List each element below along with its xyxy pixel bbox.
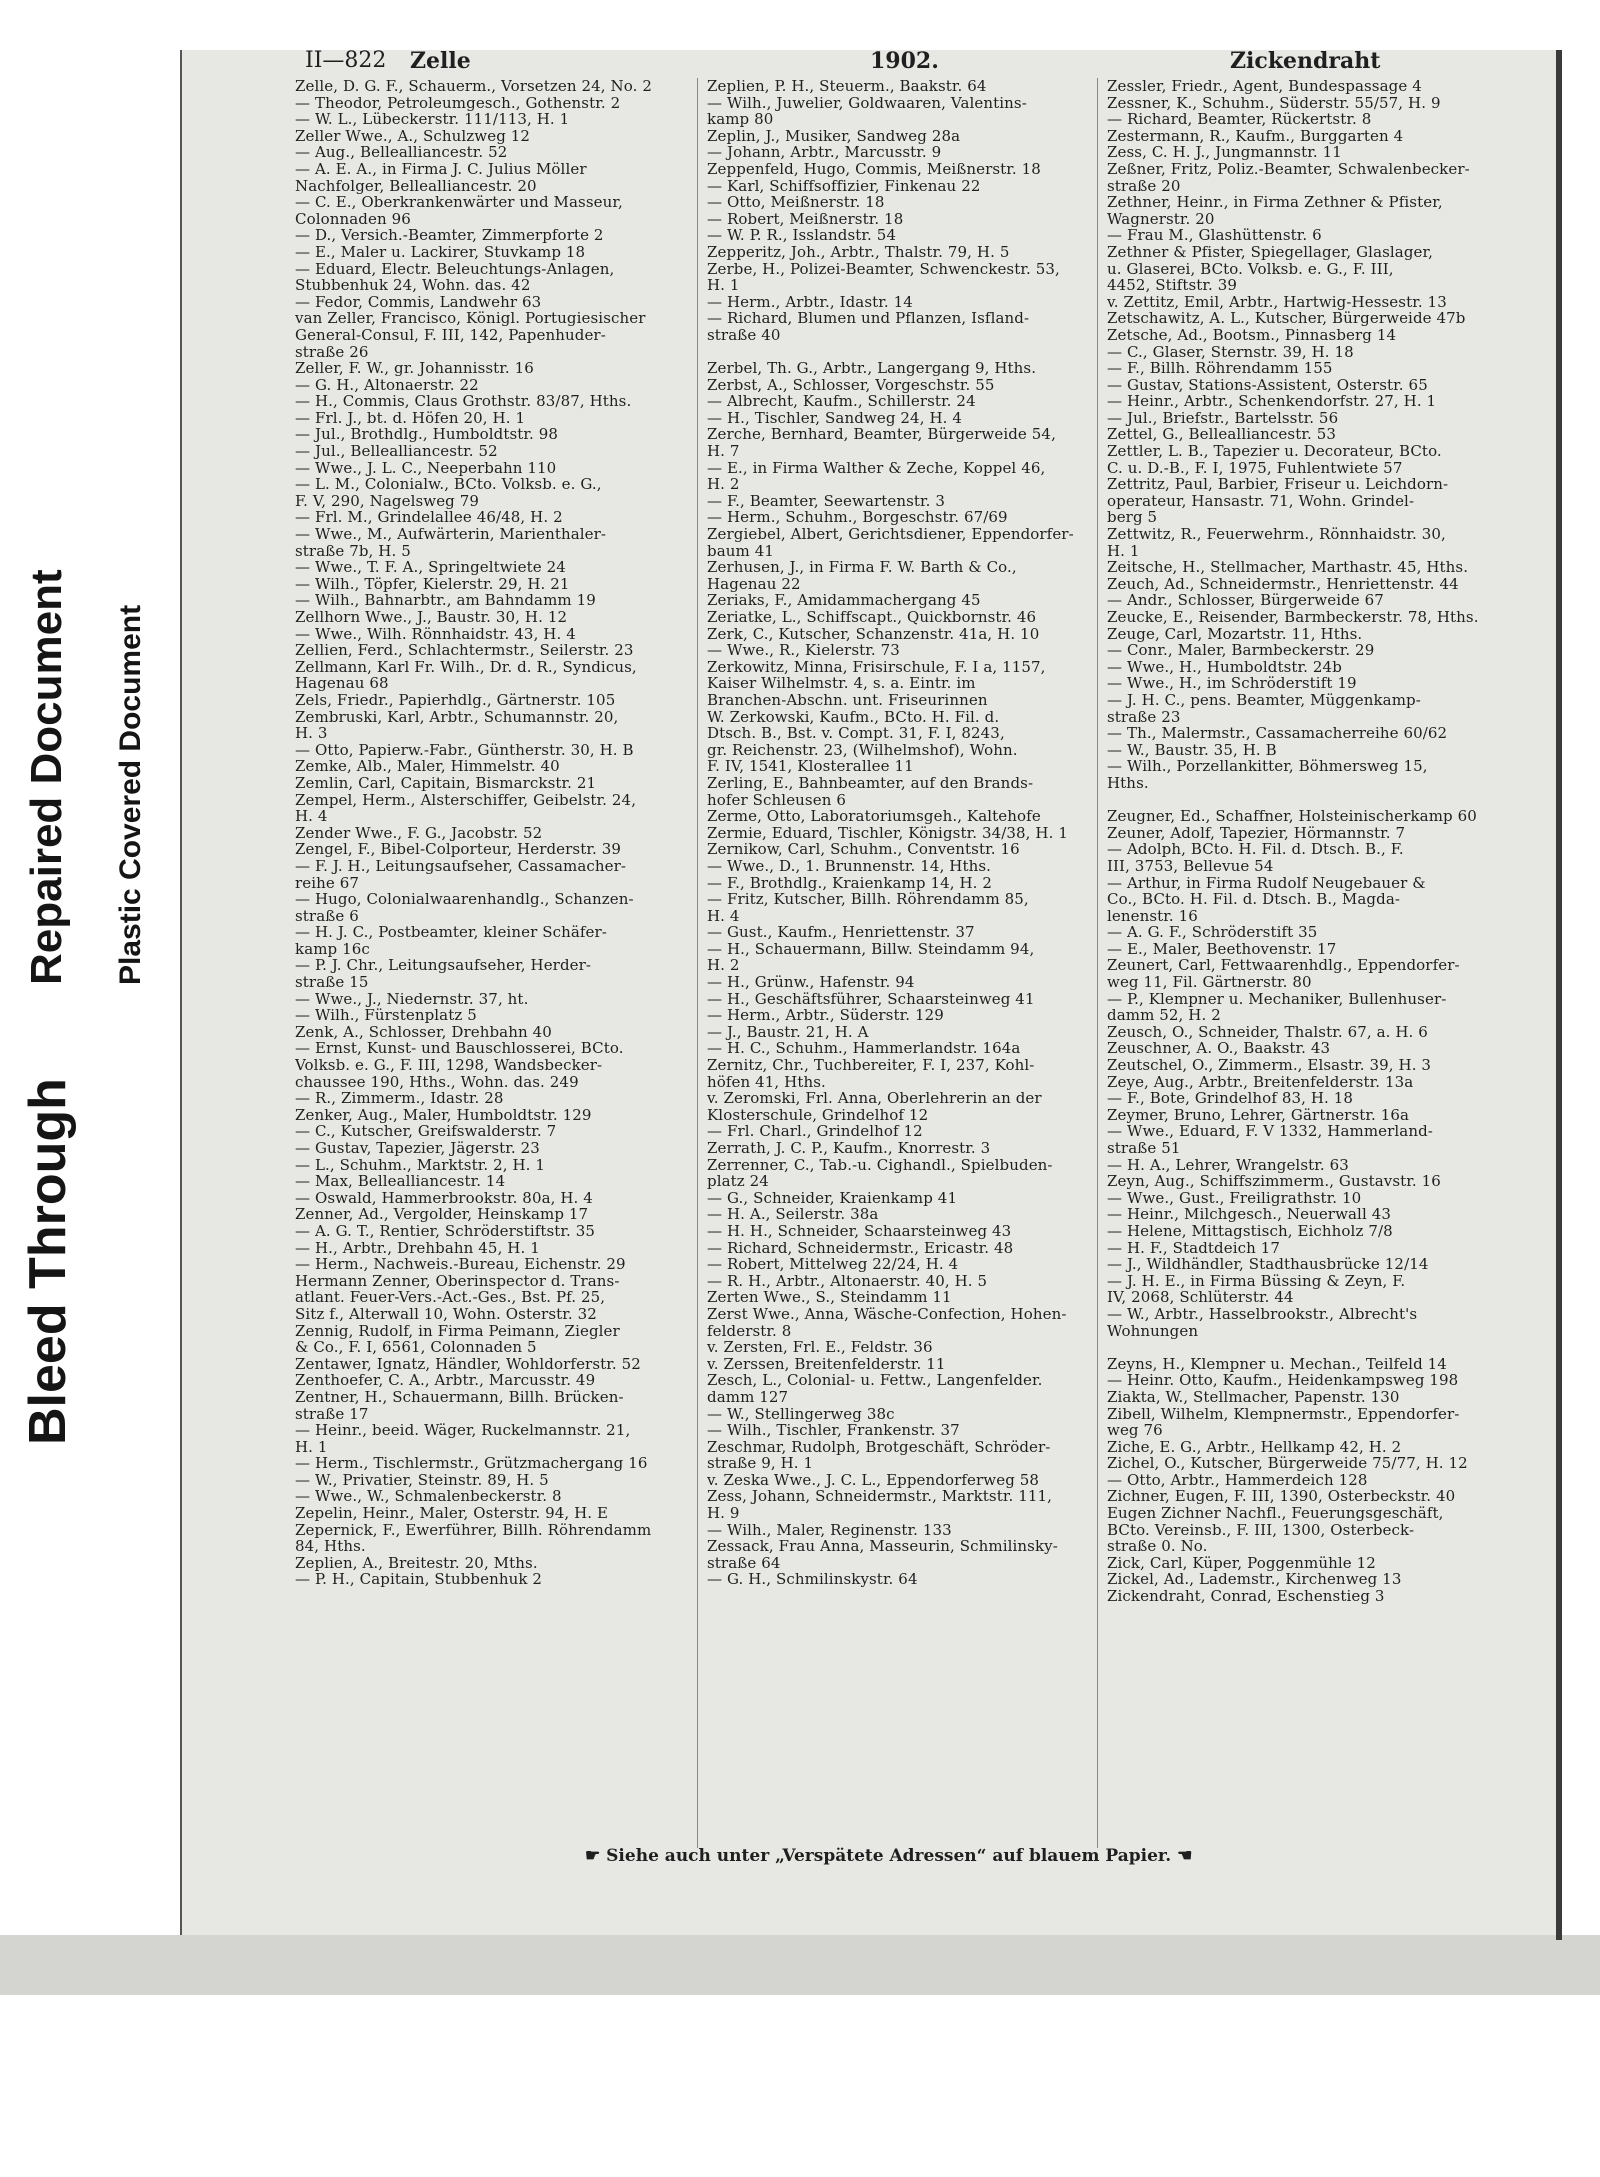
plastic-covered-label: Plastic Covered Document: [114, 604, 147, 985]
directory-entry-line: — Frl. J., bt. d. Höfen 20, H. 1: [295, 408, 526, 427]
directory-entry-line: — Aug., Bellealliancestr. 52: [295, 143, 508, 162]
directory-entry-line: Zeller, F. W., gr. Johannisstr. 16: [295, 359, 534, 378]
directory-entry-line: Hagenau 22: [707, 574, 801, 593]
directory-entry-line: Zerbe, H., Polizei-Beamter, Schwenckestr. 53,: [707, 259, 1060, 278]
directory-entry-line: Zender Wwe., F. G., Jacobstr. 52: [295, 823, 543, 842]
directory-entry-line: Zeucke, E., Reisender, Barmbeckerstr. 78, Hths.: [1107, 608, 1479, 626]
directory-entry-line: 84, Hths.: [295, 1537, 366, 1556]
directory-entry-line: — Otto, Arbtr., Hammerdeich 128: [1107, 1470, 1368, 1489]
directory-entry-line: — Wwe., H., im Schröderstift 19: [1107, 674, 1357, 693]
directory-entry-line: Zepelin, Heinr., Maler, Osterstr. 94, H. E: [295, 1504, 609, 1523]
directory-entry-line: — Otto, Papierw.-Fabr., Güntherstr. 30, H. B: [295, 740, 634, 759]
directory-entry-line: v. Zersten, Frl. E., Feldstr. 36: [707, 1338, 933, 1357]
directory-entry-line: Zeschmar, Rudolph, Brotgeschäft, Schröder-: [707, 1437, 1051, 1456]
directory-entry-line: Zenner, Ad., Vergolder, Heinskamp 17: [295, 1205, 589, 1224]
directory-entry-line: chaussee 190, Hths., Wohn. das. 249: [295, 1072, 579, 1091]
directory-entry-line: — Jul., Bellealliancestr. 52: [295, 442, 498, 461]
directory-entry-line: Zettler, L. B., Tapezier u. Decorateur, BCto.: [1107, 442, 1442, 461]
directory-entry-line: — F., Bote, Grindelhof 83, H. 18: [1107, 1089, 1354, 1108]
directory-entry-line: Zetschawitz, A. L., Kutscher, Bürgerweide 47b: [1107, 309, 1466, 328]
directory-entry-line: H. 1: [707, 276, 740, 295]
directory-entry-line: Zesch, L., Colonial- u. Fettw., Langenfelder.: [707, 1371, 1043, 1390]
directory-entry-line: Zermie, Eduard, Tischler, Königstr. 34/38, H. 1: [707, 823, 1068, 842]
directory-entry-line: Zellien, Ferd., Schlachtermstr., Seilerstr. 23: [295, 641, 634, 660]
directory-entry-line: Volksb. e. G., F. III, 1298, Wandsbecker-: [295, 1056, 603, 1075]
directory-entry-line: straße 20: [1107, 176, 1181, 195]
directory-entry-line: — Wilh., Fürstenplatz 5: [295, 1006, 477, 1025]
directory-entry-line: — Eduard, Electr. Beleuchtungs-Anlagen,: [295, 259, 615, 278]
directory-entry-line: — Wwe., J. L. C., Neeperbahn 110: [295, 458, 557, 477]
directory-entry-line: straße 26: [295, 342, 369, 361]
directory-entry-line: Ziche, E. G., Arbtr., Hellkamp 42, H. 2: [1107, 1437, 1402, 1456]
directory-entry-line: — Hugo, Colonialwaarenhandlg., Schanzen-: [295, 890, 634, 909]
directory-entry-line: v. Zeska Wwe., J. C. L., Eppendorferweg 58: [707, 1470, 1040, 1489]
directory-entry-line: — Gustav, Stations-Assistent, Osterstr. 65: [1107, 375, 1428, 394]
directory-entry-line: straße 23: [1107, 707, 1181, 726]
directory-entry-line: Zeuch, Ad., Schneidermstr., Henriettenstr. 44: [1107, 574, 1459, 593]
directory-entry-line: — H., Schauermann, Billw. Steindamm 94,: [707, 939, 1035, 958]
directory-entry-line: atlant. Feuer-Vers.-Act.-Ges., Bst. Pf. 25,: [295, 1288, 606, 1307]
directory-entry-line: — Gust., Kaufm., Henriettenstr. 37: [707, 923, 975, 942]
directory-entry-line: & Co., F. I, 6561, Colonnaden 5: [295, 1338, 537, 1357]
directory-entry-line: Zeuge, Carl, Mozartstr. 11, Hths.: [1107, 624, 1363, 643]
directory-entry-line: 4452, Stiftstr. 39: [1107, 276, 1238, 295]
directory-entry-line: — Frau M., Glashüttenstr. 6: [1107, 226, 1322, 245]
directory-entry-line: — Albrecht, Kaufm., Schillerstr. 24: [707, 392, 976, 411]
directory-entry-line: platz 24: [707, 1172, 769, 1191]
directory-entry-line: H. 1: [1107, 541, 1140, 560]
directory-entry-line: Stubbenhuk 24, Wohn. das. 42: [295, 276, 531, 295]
directory-entry-line: — Jul., Brothdlg., Humboldtstr. 98: [295, 425, 559, 444]
directory-entry-line: Zibell, Wilhelm, Klempnermstr., Eppendorfer-: [1107, 1404, 1460, 1423]
directory-entry-line: H. 2: [707, 956, 740, 975]
bleed-through-label: Bleed Through: [19, 1078, 77, 1445]
directory-entry-line: Zickel, Ad., Lademstr., Kirchenweg 13: [1107, 1570, 1402, 1589]
directory-entry-line: — Herm., Tischlermstr., Grützmachergang 16: [295, 1454, 648, 1473]
directory-entry-line: Hermann Zenner, Oberinspector d. Trans-: [295, 1271, 620, 1290]
directory-entry-line: [1107, 1339, 1507, 1356]
directory-entry-line: — Conr., Maler, Barmbeckerstr. 29: [1107, 641, 1375, 660]
directory-entry-line: felderstr. 8: [707, 1321, 792, 1340]
column-rule: [697, 78, 698, 1848]
directory-entry-line: Zerbel, Th. G., Arbtr., Langergang 9, Hths.: [707, 359, 1037, 378]
directory-entry-line: Klosterschule, Grindelhof 12: [707, 1105, 929, 1124]
directory-entry-line: baum 41: [707, 541, 774, 560]
directory-entry-line: Zickendraht, Conrad, Eschenstieg 3: [1107, 1587, 1385, 1605]
directory-entry-line: v. Zettitz, Emil, Arbtr., Hartwig-Hessestr. 13: [1107, 292, 1447, 311]
column-right: [1107, 78, 1507, 1605]
directory-entry-line: Zerrenner, C., Tab.-u. Cighandl., Spielbuden-: [707, 1155, 1053, 1174]
side-margin: [0, 50, 180, 1980]
column-left: [295, 78, 690, 1588]
directory-entry-line: W. Zerkowski, Kaufm., BCto. H. Fil. d.: [707, 707, 1000, 726]
directory-entry-line: Zetsche, Ad., Bootsm., Pinnasberg 14: [1107, 325, 1397, 344]
directory-entry-line: Zettel, G., Bellealliancestr. 53: [1107, 425, 1336, 444]
directory-entry-line: Zenker, Aug., Maler, Humboldtstr. 129: [295, 1105, 592, 1124]
directory-entry-line: H. 7: [707, 442, 740, 461]
directory-entry-line: — W., Stellingerweg 38c: [707, 1404, 895, 1423]
directory-entry-line: Eugen Zichner Nachfl., Feuerungsgeschäft,: [1107, 1504, 1444, 1523]
directory-entry-line: — W., Privatier, Steinstr. 89, H. 5: [295, 1470, 549, 1489]
directory-entry-line: Hths.: [1107, 773, 1149, 792]
page-number: II—822: [305, 48, 387, 73]
directory-entry-line: Zichner, Eugen, F. III, 1390, Osterbeckstr. 40: [1107, 1487, 1456, 1506]
directory-entry-line: Zeitsche, H., Stellmacher, Marthastr. 45, Hths.: [1107, 558, 1469, 577]
directory-entry-line: straße 17: [295, 1404, 369, 1423]
directory-entry-line: — W., Baustr. 35, H. B: [1107, 740, 1277, 759]
directory-entry-line: Branchen-Abschn. unt. Friseurinnen: [707, 690, 988, 709]
directory-entry-line: — Theodor, Petroleumgesch., Gothenstr. 2: [295, 93, 621, 112]
directory-entry-line: kamp 80: [707, 110, 774, 129]
directory-entry-line: Zentawer, Ignatz, Händler, Wohldorferstr. 52: [295, 1354, 641, 1373]
directory-entry-line: Zeuschner, A. O., Baakstr. 43: [1107, 1039, 1331, 1058]
directory-entry-line: — J., Wildhändler, Stadthausbrücke 12/14: [1107, 1255, 1429, 1274]
directory-entry-line: Zeugner, Ed., Schaffner, Holsteinischerkamp 60: [1107, 807, 1477, 826]
directory-entry-line: — H. C., Schuhm., Hammerlandstr. 164a: [707, 1039, 1021, 1058]
directory-entry-line: Zeutschel, O., Zimmerm., Elsastr. 39, H. 3: [1107, 1056, 1432, 1075]
directory-entry-line: Zerk, C., Kutscher, Schanzenstr. 41a, H. 10: [707, 624, 1040, 643]
directory-entry-line: u. Glaserei, BCto. Volksb. e. G., F. III,: [1107, 259, 1394, 278]
directory-entry-line: Zengel, F., Bibel-Colporteur, Herderstr. 39: [295, 840, 621, 859]
directory-entry-line: — Fedor, Commis, Landwehr 63: [295, 292, 542, 311]
directory-entry-line: — A. E. A., in Firma J. C. Julius Möller: [295, 159, 587, 178]
directory-entry-line: — H. H., Schneider, Schaarsteinweg 43: [707, 1221, 1012, 1240]
directory-entry-line: — Otto, Meißnerstr. 18: [707, 193, 885, 212]
directory-entry-line: — C., Glaser, Sternstr. 39, H. 18: [1107, 342, 1354, 361]
directory-entry-line: — F. J. H., Leitungsaufseher, Cassamacher-: [295, 856, 627, 875]
directory-entry-line: Zeller Wwe., A., Schulzweg 12: [295, 126, 531, 145]
directory-entry-line: — Wilh., Bahnarbtr., am Bahndamm 19: [295, 591, 596, 610]
directory-entry-line: — Adolph, BCto. H. Fil. d. Dtsch. B., F.: [1107, 840, 1404, 859]
directory-entry-line: — J. H. E., in Firma Büssing & Zeyn, F.: [1107, 1271, 1406, 1290]
directory-entry-line: damm 127: [707, 1387, 789, 1406]
directory-entry-line: C. u. D.-B., F. I, 1975, Fuhlentwiete 57: [1107, 458, 1403, 477]
directory-entry-line: Zeye, Aug., Arbtr., Breitenfelderstr. 13a: [1107, 1072, 1414, 1091]
directory-entry-line: — Wilh., Juwelier, Goldwaaren, Valentins-: [707, 93, 1027, 112]
directory-entry-line: Zemke, Alb., Maler, Himmelstr. 40: [295, 757, 560, 776]
directory-entry-line: hofer Schleusen 6: [707, 790, 846, 809]
directory-entry-line: — H., Arbtr., Drehbahn 45, H. 1: [295, 1238, 540, 1257]
directory-entry-line: Zerrath, J. C. P., Kaufm., Knorrestr. 3: [707, 1139, 991, 1157]
directory-entry-line: — Ernst, Kunst- und Bauschlosserei, BCto.: [295, 1039, 624, 1058]
directory-entry-line: Zeppenfeld, Hugo, Commis, Meißnerstr. 18: [707, 159, 1041, 178]
directory-entry-line: weg 11, Fil. Gärtnerstr. 80: [1107, 973, 1312, 992]
directory-entry-line: straße 40: [707, 325, 781, 344]
directory-entry-line: Zethner & Pfister, Spiegellager, Glaslager,: [1107, 242, 1434, 261]
directory-entry-line: Colonnaden 96: [295, 209, 411, 228]
directory-entry-line: Zerst Wwe., Anna, Wäsche-Confection, Hohen-: [707, 1304, 1067, 1323]
directory-entry-line: — Arthur, in Firma Rudolf Neugebauer &: [1107, 873, 1426, 892]
directory-entry-line: Zelle, D. G. F., Schauerm., Vorsetzen 24, No. 2: [295, 78, 652, 95]
directory-entry-line: — Gustav, Tapezier, Jägerstr. 23: [295, 1139, 540, 1157]
directory-entry-line: Zergiebel, Albert, Gerichtsdiener, Eppendorfer-: [707, 525, 1074, 544]
directory-entry-line: lenenstr. 16: [1107, 906, 1198, 925]
directory-entry-line: Zess, C. H. J., Jungmannstr. 11: [1107, 143, 1342, 162]
directory-entry-line: Zeplien, A., Breitestr. 20, Mths.: [295, 1553, 538, 1572]
column-rule: [1097, 78, 1098, 1848]
directory-entry-line: — Heinr., Arbtr., Schenkendorfstr. 27, H. 1: [1107, 392, 1437, 411]
directory-entry-line: straße 51: [1107, 1139, 1181, 1157]
directory-entry-line: — H., Geschäftsführer, Schaarsteinweg 41: [707, 989, 1035, 1008]
directory-entry-line: Zeyns, H., Klempner u. Mechan., Teilfeld 14: [1107, 1354, 1447, 1373]
directory-entry-line: — W. P. R., Isslandstr. 54: [707, 226, 897, 245]
directory-entry-line: Zettwitz, R., Feuerwehrm., Rönnhaidstr. 30,: [1107, 525, 1446, 544]
directory-entry-line: [707, 344, 1092, 361]
directory-entry-line: — Wwe., T. F. A., Springeltwiete 24: [295, 558, 566, 577]
directory-entry-line: Zellmann, Karl Fr. Wilh., Dr. d. R., Syndicus,: [295, 657, 637, 676]
directory-entry-line: Zepperitz, Joh., Arbtr., Thalstr. 79, H. 5: [707, 242, 1010, 261]
directory-entry-line: — Heinr., beeid. Wäger, Ruckelmannstr. 21,: [295, 1421, 631, 1440]
directory-entry-line: — G. H., Schmilinskystr. 64: [707, 1570, 918, 1589]
directory-entry-line: Ziakta, W., Stellmacher, Papenstr. 130: [1107, 1387, 1400, 1406]
directory-entry-line: — Richard, Schneidermstr., Ericastr. 48: [707, 1238, 1014, 1257]
directory-entry-line: Zels, Friedr., Papierhdlg., Gärtnerstr. 105: [295, 690, 616, 709]
directory-entry-line: reihe 67: [295, 873, 360, 892]
directory-entry-line: H. 3: [295, 724, 328, 743]
directory-entry-line: Zerbst, A., Schlosser, Vorgeschstr. 55: [707, 375, 995, 394]
directory-entry-line: — Robert, Meißnerstr. 18: [707, 209, 904, 228]
directory-entry-line: — F., Beamter, Seewartenstr. 3: [707, 491, 946, 510]
directory-entry-line: Zestermann, R., Kaufm., Burggarten 4: [1107, 126, 1404, 145]
directory-entry-line: Zeusch, O., Schneider, Thalstr. 67, a. H. 6: [1107, 1022, 1428, 1041]
directory-entry-line: — W. L., Lübeckerstr. 111/113, H. 1: [295, 110, 570, 129]
directory-entry-line: — Wilh., Porzellankitter, Böhmersweg 15,: [1107, 757, 1428, 776]
directory-entry-line: — Max, Bellealliancestr. 14: [295, 1172, 506, 1191]
directory-entry-line: H. 1: [295, 1437, 328, 1456]
directory-entry-line: [1107, 792, 1507, 809]
directory-entry-line: Wohnungen: [1107, 1321, 1199, 1340]
directory-entry-line: III, 3753, Bellevue 54: [1107, 856, 1274, 875]
directory-entry-line: — J., Baustr. 21, H. A: [707, 1022, 869, 1041]
directory-entry-line: — Wwe., W., Schmalenbeckerstr. 8: [295, 1487, 562, 1506]
directory-entry-line: straße 9, H. 1: [707, 1454, 814, 1473]
directory-entry-line: — Oswald, Hammerbrookstr. 80a, H. 4: [295, 1188, 593, 1207]
directory-entry-line: Zick, Carl, Küper, Poggenmühle 12: [1107, 1553, 1376, 1572]
directory-entry-line: Zessack, Frau Anna, Masseurin, Schmilinsky-: [707, 1537, 1058, 1556]
directory-entry-line: — P. J. Chr., Leitungsaufseher, Herder-: [295, 956, 592, 975]
directory-entry-line: — Richard, Beamter, Rückertstr. 8: [1107, 110, 1372, 129]
directory-entry-line: — H., Commis, Claus Grothstr. 83/87, Hths.: [295, 392, 632, 411]
directory-entry-line: Zichel, O., Kutscher, Bürgerweide 75/77, H. 12: [1107, 1454, 1468, 1473]
directory-entry-line: — R. H., Arbtr., Altonaerstr. 40, H. 5: [707, 1271, 988, 1290]
directory-entry-line: gr. Reichenstr. 23, (Wilhelmshof), Wohn.: [707, 740, 1018, 759]
directory-entry-line: — Andr., Schlosser, Bürgerweide 67: [1107, 591, 1384, 610]
directory-entry-line: Wagnerstr. 20: [1107, 209, 1215, 228]
directory-entry-line: — Fritz, Kutscher, Billh. Röhrendamm 85,: [707, 890, 1029, 909]
directory-entry-line: — C., Kutscher, Greifswalderstr. 7: [295, 1122, 557, 1141]
scan-lower-edge: [0, 1935, 1600, 1995]
directory-entry-line: — A. G. F., Schröderstift 35: [1107, 923, 1318, 942]
directory-entry-line: damm 52, H. 2: [1107, 1006, 1221, 1025]
directory-entry-line: — Helene, Mittagstisch, Eichholz 7/8: [1107, 1221, 1393, 1240]
directory-entry-line: berg 5: [1107, 508, 1158, 527]
directory-entry-line: — Jul., Briefstr., Bartelsstr. 56: [1107, 408, 1339, 427]
directory-entry-line: Zerling, E., Bahnbeamter, auf den Brands-: [707, 773, 1034, 792]
directory-entry-line: — H., Tischler, Sandweg 24, H. 4: [707, 408, 962, 427]
directory-entry-line: — F., Brothdlg., Kraienkamp 14, H. 2: [707, 873, 993, 892]
directory-entry-line: Zeuner, Adolf, Tapezier, Hörmannstr. 7: [1107, 823, 1406, 842]
directory-entry-line: BCto. Vereinsb., F. III, 1300, Osterbeck-: [1107, 1520, 1415, 1539]
directory-entry-line: — Frl. Charl., Grindelhof 12: [707, 1122, 923, 1141]
directory-entry-line: v. Zerssen, Breitenfelderstr. 11: [707, 1354, 946, 1373]
directory-entry-line: Zenthoefer, C. A., Arbtr., Marcusstr. 49: [295, 1371, 596, 1390]
directory-entry-line: Zeunert, Carl, Fettwaarenhdlg., Eppendorfer-: [1107, 956, 1460, 975]
directory-entry-line: Zeymer, Bruno, Lehrer, Gärtnerstr. 16a: [1107, 1105, 1410, 1124]
directory-entry-line: — H. A., Seilerstr. 38a: [707, 1205, 879, 1224]
directory-entry-line: operateur, Hansastr. 71, Wohn. Grindel-: [1107, 491, 1415, 510]
directory-entry-line: Zerche, Bernhard, Beamter, Bürgerweide 54,: [707, 425, 1056, 444]
footer-note: ☛ Siehe auch unter „Verspätete Adressen“ auf blauem Papier. ☚: [585, 1846, 1193, 1866]
directory-entry-line: — Karl, Schiffsoffizier, Finkenau 22: [707, 176, 981, 195]
directory-entry-line: — L., Schuhm., Marktstr. 2, H. 1: [295, 1155, 546, 1174]
directory-entry-line: Sitz f., Alterwall 10, Wohn. Osterstr. 32: [295, 1304, 597, 1323]
directory-entry-line: — H., Grünw., Hafenstr. 94: [707, 973, 915, 992]
directory-entry-line: Zerme, Otto, Laboratoriumsgeh., Kaltehofe: [707, 807, 1041, 826]
directory-entry-line: — H. F., Stadtdeich 17: [1107, 1238, 1281, 1257]
directory-entry-line: IV, 2068, Schlüterstr. 44: [1107, 1288, 1294, 1307]
directory-entry-line: — Wwe., Wilh. Rönnhaidstr. 43, H. 4: [295, 624, 576, 643]
directory-entry-line: — Wwe., Eduard, F. V 1332, Hammerland-: [1107, 1122, 1433, 1141]
directory-entry-line: — G. H., Altonaerstr. 22: [295, 375, 479, 394]
directory-entry-line: Zeplien, P. H., Steuerm., Baakstr. 64: [707, 78, 987, 95]
directory-entry-line: — H. J. C., Postbeamter, kleiner Schäfer-: [295, 923, 607, 942]
directory-entry-line: — Heinr. Otto, Kaufm., Heidenkampsweg 198: [1107, 1371, 1459, 1390]
directory-entry-line: H. 2: [707, 475, 740, 494]
directory-entry-line: H. 4: [707, 906, 740, 925]
directory-entry-line: — G., Schneider, Kraienkamp 41: [707, 1188, 958, 1207]
directory-entry-line: — L. M., Colonialw., BCto. Volksb. e. G.,: [295, 475, 602, 494]
directory-entry-line: straße 15: [295, 973, 369, 992]
directory-entry-line: F. V, 290, Nagelsweg 79: [295, 491, 480, 510]
directory-entry-line: H. 4: [295, 807, 328, 826]
directory-entry-line: — F., Billh. Röhrendamm 155: [1107, 359, 1333, 378]
directory-entry-line: — Robert, Mittelweg 22/24, H. 4: [707, 1255, 959, 1274]
directory-entry-line: Zellhorn Wwe., J., Baustr. 30, H. 12: [295, 608, 568, 626]
directory-entry-line: van Zeller, Francisco, Königl. Portugiesischer: [295, 309, 646, 328]
directory-entry-line: Zeplin, J., Musiker, Sandweg 28a: [707, 126, 961, 145]
directory-entry-line: Zeriatke, L., Schiffscapt., Quickbornstr. 46: [707, 608, 1037, 626]
directory-entry-line: Zennig, Rudolf, in Firma Peimann, Ziegler: [295, 1321, 620, 1340]
directory-entry-line: Zerkowitz, Minna, Frisirschule, F. I a, 1157,: [707, 657, 1046, 676]
directory-entry-line: straße 64: [707, 1553, 781, 1572]
directory-entry-line: — Herm., Arbtr., Idastr. 14: [707, 292, 913, 311]
directory-entry-line: Zembruski, Karl, Arbtr., Schumannstr. 20,: [295, 707, 619, 726]
directory-entry-line: — C. E., Oberkrankenwärter und Masseur,: [295, 193, 623, 212]
directory-entry-line: Zettritz, Paul, Barbier, Friseur u. Leichdorn-: [1107, 475, 1449, 494]
header-first-entry: Zelle: [410, 48, 471, 74]
directory-entry-line: Zepernick, F., Ewerführer, Billh. Röhrendamm: [295, 1520, 652, 1539]
directory-entry-line: Zeyn, Aug., Schiffszimmerm., Gustavstr. 16: [1107, 1172, 1441, 1191]
directory-entry-line: F. IV, 1541, Klosterallee 11: [707, 757, 914, 776]
directory-entry-line: Zernitz, Chr., Tuchbereiter, F. I, 237, Kohl-: [707, 1056, 1035, 1075]
directory-entry-line: — A. G. T., Rentier, Schröderstiftstr. 35: [295, 1221, 596, 1240]
column-middle: [707, 78, 1092, 1588]
directory-entry-line: kamp 16c: [295, 939, 370, 958]
directory-entry-line: — Wwe., H., Humboldtstr. 24b: [1107, 657, 1342, 676]
directory-entry-line: — Wwe., M., Aufwärterin, Marienthaler-: [295, 525, 607, 544]
directory-entry-line: Zerhusen, J., in Firma F. W. Barth & Co.,: [707, 558, 1017, 577]
page-edge-shadow: [1556, 50, 1562, 1940]
directory-entry-line: — E., Maler u. Lackirer, Stuvkamp 18: [295, 242, 586, 261]
directory-entry-line: Dtsch. B., Bst. v. Compt. 31, F. I, 8243,: [707, 724, 1005, 743]
directory-entry-line: höfen 41, Hths.: [707, 1072, 826, 1091]
directory-entry-line: Nachfolger, Bellealliancestr. 20: [295, 176, 537, 195]
directory-entry-line: General-Consul, F. III, 142, Papenhuder-: [295, 325, 606, 344]
directory-entry-line: — Wilh., Töpfer, Kielerstr. 29, H. 21: [295, 574, 570, 593]
directory-entry-line: Kaiser Wilhelmstr. 4, s. a. Eintr. im: [707, 674, 976, 693]
directory-entry-line: — Herm., Schuhm., Borgeschstr. 67/69: [707, 508, 1008, 527]
directory-entry-line: — E., in Firma Walther & Zeche, Koppel 46,: [707, 458, 1046, 477]
directory-entry-line: straße 0. No.: [1107, 1537, 1208, 1556]
directory-entry-line: — Wilh., Tischler, Frankenstr. 37: [707, 1421, 960, 1440]
directory-entry-line: — P., Klempner u. Mechaniker, Bullenhuser-: [1107, 989, 1447, 1008]
header-last-entry: Zickendraht: [1230, 48, 1381, 74]
directory-entry-line: weg 76: [1107, 1421, 1163, 1440]
header-year: 1902.: [870, 48, 939, 74]
directory-entry-line: — Wwe., J., Niedernstr. 37, ht.: [295, 989, 529, 1008]
page-header: [295, 48, 1550, 74]
directory-entry-line: Zentner, H., Schauermann, Billh. Brücken-: [295, 1387, 624, 1406]
directory-entry-line: v. Zeromski, Frl. Anna, Oberlehrerin an der: [707, 1089, 1042, 1108]
directory-entry-line: — R., Zimmerm., Idastr. 28: [295, 1089, 504, 1108]
directory-entry-line: — Johann, Arbtr., Marcusstr. 9: [707, 143, 942, 162]
directory-entry-line: — P. H., Capitain, Stubbenhuk 2: [295, 1570, 543, 1589]
directory-entry-line: Hagenau 68: [295, 674, 389, 693]
directory-entry-line: Zessner, K., Schuhm., Süderstr. 55/57, H. 9: [1107, 93, 1441, 112]
directory-entry-line: — D., Versich.-Beamter, Zimmerpforte 2: [295, 226, 604, 245]
directory-entry-line: Zethner, Heinr., in Firma Zethner & Pfister,: [1107, 193, 1443, 212]
directory-entry-line: Zernikow, Carl, Schuhm., Conventstr. 16: [707, 840, 1020, 859]
directory-entry-line: Zenk, A., Schlosser, Drehbahn 40: [295, 1022, 552, 1041]
directory-entry-line: — Herm., Arbtr., Süderstr. 129: [707, 1006, 944, 1025]
directory-entry-line: — Wwe., R., Kielerstr. 73: [707, 641, 900, 660]
directory-entry-line: — J. H. C., pens. Beamter, Müggenkamp-: [1107, 690, 1421, 709]
directory-entry-line: Co., BCto. H. Fil. d. Dtsch. B., Magda-: [1107, 890, 1401, 909]
directory-entry-line: H. 9: [707, 1504, 740, 1523]
directory-entry-line: Zeßner, Fritz, Poliz.-Beamter, Schwalenbecker-: [1107, 159, 1470, 178]
repaired-document-label: Repaired Document: [22, 569, 71, 985]
directory-page: [295, 48, 1550, 1905]
directory-entry-line: — H. A., Lehrer, Wrangelstr. 63: [1107, 1155, 1349, 1174]
directory-entry-line: — Wwe., Gust., Freiligrathstr. 10: [1107, 1188, 1362, 1207]
directory-entry-line: — Heinr., Milchgesch., Neuerwall 43: [1107, 1205, 1392, 1224]
directory-entry-line: — Wilh., Maler, Reginenstr. 133: [707, 1520, 952, 1539]
directory-entry-line: Zempel, Herm., Alsterschiffer, Geibelstr. 24,: [295, 790, 637, 809]
directory-entry-line: Zeriaks, F., Amidammachergang 45: [707, 591, 981, 610]
directory-entry-line: straße 7b, H. 5: [295, 541, 411, 560]
directory-entry-line: — E., Maler, Beethovenstr. 17: [1107, 939, 1337, 958]
directory-entry-line: Zemlin, Carl, Capitain, Bismarckstr. 21: [295, 773, 597, 792]
directory-entry-line: Zerten Wwe., S., Steindamm 11: [707, 1288, 952, 1307]
directory-entry-line: — W., Arbtr., Hasselbrookstr., Albrecht's: [1107, 1304, 1418, 1323]
directory-entry-line: — Th., Malermstr., Cassamacherreihe 60/62: [1107, 724, 1448, 743]
directory-entry-line: — Herm., Nachweis.-Bureau, Eichenstr. 29: [295, 1255, 626, 1274]
directory-entry-line: — Wwe., D., 1. Brunnenstr. 14, Hths.: [707, 856, 992, 875]
directory-entry-line: — Richard, Blumen und Pflanzen, Isfland-: [707, 309, 1030, 328]
directory-entry-line: — Frl. M., Grindelallee 46/48, H. 2: [295, 508, 563, 527]
directory-entry-line: Zessler, Friedr., Agent, Bundespassage 4: [1107, 78, 1422, 95]
directory-entry-line: Zess, Johann, Schneidermstr., Marktstr. 111,: [707, 1487, 1053, 1506]
directory-entry-line: straße 6: [295, 906, 359, 925]
